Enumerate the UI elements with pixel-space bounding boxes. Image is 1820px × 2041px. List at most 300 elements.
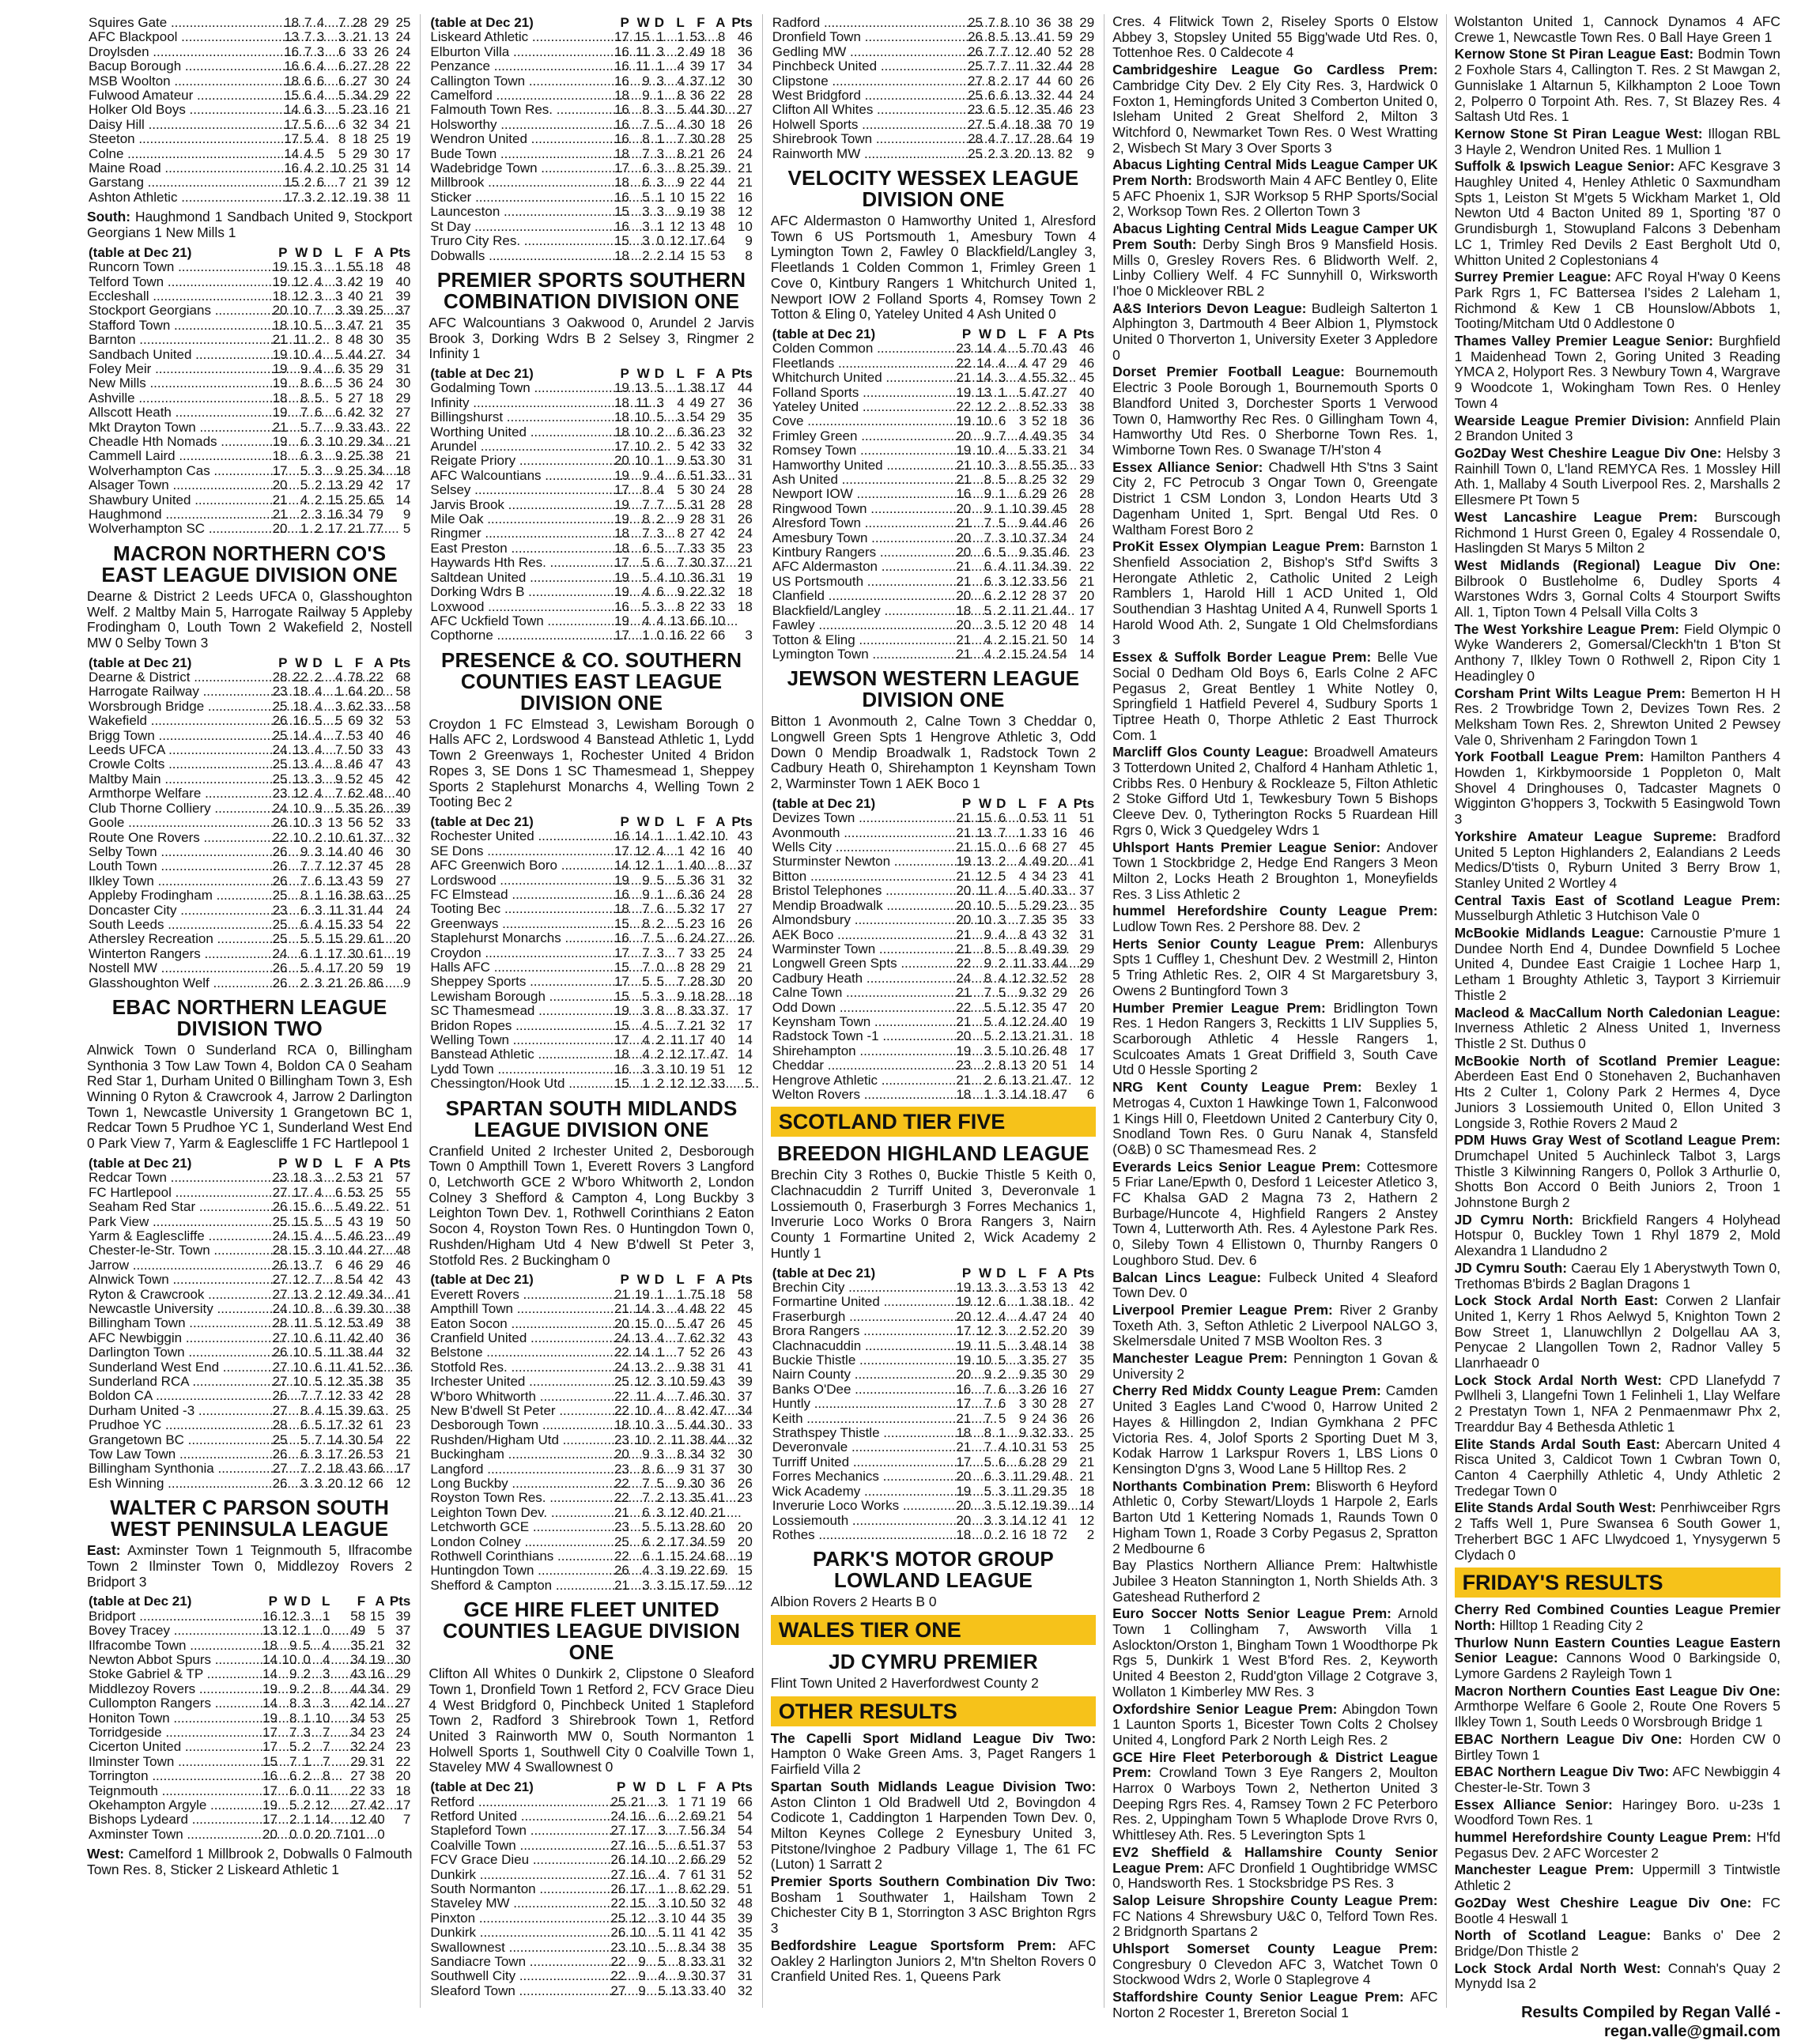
stat-value: 20 [272,477,288,493]
stat-value: 5 [334,1213,343,1229]
table-row [771,103,1096,117]
stat-cell [1048,1397,1069,1411]
stat-cell [727,483,753,497]
stat-value: 6 [658,1808,666,1824]
team-label: Ash United ..... [772,473,951,487]
stat-value: 21 [614,1286,629,1302]
results-text: Bridlington Town Res. 1 Hedon Rangers 3, Reckitts 1 LIV Supplies 5, Scarborough Athletic 4 Hessle Rangers 1, Sculcoates Amats 1 Great Driffield 3, South Cave Utd 0 Hessle Sporting 2 [1112,999,1438,1078]
stat-value: 4 [315,698,323,714]
league-label: Manchester League Prem: [1454,1862,1634,1878]
team-label: Welling Town ..... [430,1033,609,1047]
stat-value: 2 [998,956,1006,971]
stat-value: 26 [968,29,983,45]
table-row [429,614,753,628]
stat-cell [364,845,385,859]
stat-value: 2 [303,1681,311,1696]
stat-cell [1069,1528,1096,1542]
team-name [429,161,610,175]
stat-value: 35 [1032,912,1047,928]
stat-value: 8 [1018,457,1027,473]
results-text: Caerau Ely 1 Aberystwyth Town 0, Trethomas B'birds 2 Baglan Dragons 1 [1454,1259,1780,1292]
stat-value: 2 [998,646,1006,662]
stat-cell [707,440,727,454]
stat-value: 42 [689,1402,705,1418]
stat-value: 31 [1079,926,1095,942]
stat-value: 59 [710,1534,726,1549]
team-name [87,275,269,289]
stat-value: 26 [610,1881,626,1896]
stat-value: 29 [374,88,390,104]
stat-value: 21 [737,160,753,176]
stat-value: 28 [689,974,705,990]
team-label: Appleby Frodingham ..... [89,888,267,903]
stat-value: 2 [315,492,323,507]
stat-value: 5 [1018,443,1027,458]
table-row [429,541,753,556]
stat-value: 24 [1032,1410,1047,1426]
stat-value: 5 [998,985,1006,1001]
stat-value: 27 [272,1330,288,1345]
stat-value: 20 [1052,1323,1067,1339]
table-row [87,802,412,816]
team-name [429,1795,607,1809]
stat-cell [1069,942,1096,956]
stat-cell [344,1215,364,1229]
league-label: Premier Sports Southern Combination Div Two: [770,1873,1097,1890]
league-label: Oxfordshire Senior League Prem: [1112,1700,1338,1717]
stat-cell [385,1345,412,1360]
results-text: Penrhiwceiber Rgrs 2 Taffs Well 1, Pure Swansea 6 South Gower 1, Treherbert BGC 1 AFC Llwydcoed 1, Ynysygerwn 5 Clydach 0 [1454,1500,1780,1563]
stat-value: 30 [689,116,705,132]
stat-value: 30 [1032,1396,1047,1412]
stat-value: 20 [737,974,753,990]
stat-value: 44 [1052,602,1067,618]
stat-value: 3 [998,530,1006,545]
table-row [429,1033,753,1047]
stat-value: 43 [395,1272,411,1288]
stat-value: 26 [1052,486,1067,502]
stat-cell [385,362,412,376]
stat-value: 34 [1079,443,1095,458]
stat-value: 28 [737,482,753,498]
team-name [429,1955,607,1969]
stat-value: 3 [304,189,312,205]
stat-value: 3 [338,29,346,45]
stat-cell [1074,74,1096,89]
stat-cell [707,205,727,219]
stat-value: 18 [1014,116,1030,132]
header-cell: (table at Dec 21) [430,1779,534,1795]
stat-value: 18 [293,698,308,714]
team-name [87,845,269,859]
stat-value: 58 [350,1608,366,1624]
stat-value: 29 [348,931,364,947]
table-row [87,888,412,903]
team-label: Alsager Town ..... [89,478,267,492]
team-name [87,1433,269,1447]
table-row [429,1824,753,1838]
stat-cell [727,118,753,132]
table-header [771,1266,1096,1281]
team-name [429,1317,610,1331]
stat-cell [727,1955,754,1969]
table-row [771,589,1096,603]
table-row [771,1440,1096,1454]
table-row [87,103,412,117]
stat-value: 21 [272,507,288,522]
results-text: Aberdeen East End 0 Stonehaven 2, Buchanhaven Hts 2 Culter 1, Colony Park 2 Hermes 4, Dyce Juniors 3 Lossiemouth United 0, Ellon United 3 Longside 3, Rothie Rovers 2 Maud 2 [1454,1068,1780,1131]
table-row [87,147,412,161]
stat-value: 17 [272,462,288,478]
stat-value: 25 [395,1402,411,1418]
stat-cell [727,454,753,468]
team-label: Cadbury Heath ..... [772,971,951,986]
stat-value: 2 [656,1432,664,1447]
team-name [87,1711,259,1726]
table-row [429,175,753,190]
stat-value: 6 [998,1396,1006,1412]
stat-value: 40 [689,1504,705,1520]
team-name [87,1243,269,1258]
team-name [87,16,279,30]
stat-value: 30 [689,131,705,147]
stat-value: 10 [630,1939,646,1955]
stat-value: 35 [737,1925,753,1941]
stat-value: 8 [677,88,685,104]
results-text: Banks o' Dee 2 Bridge/Don Thistle 2 [1454,1927,1780,1959]
table-row [429,1375,753,1389]
stat-value: 28 [1079,58,1095,74]
stat-value: 22 [614,1345,629,1360]
stat-value: 10 [670,1910,686,1926]
stat-value: 41 [710,1490,726,1506]
stat-value: 21 [956,839,972,855]
stat-value: 29 [1079,15,1095,30]
stat-value: 45 [737,1301,753,1317]
table-header [429,815,753,829]
stat-value: 33 [689,1003,705,1019]
stat-value: 3 [315,1475,323,1491]
stat-cell [387,1813,413,1827]
table-row [429,1433,753,1447]
stat-cell [344,362,364,376]
stat-value: 44 [689,102,705,118]
stat-value: 51 [689,467,705,483]
team-label: Shefford & Campton ..... [430,1579,609,1593]
header-cell: Pts [1073,326,1095,341]
stat-value: 21 [956,559,972,575]
team-name [429,541,610,556]
stat-cell [727,175,753,190]
team-label: Newton Abbot Spurs ..... [89,1653,258,1667]
stat-value: 4 [315,1402,323,1418]
team-label: Droylsden ..... [89,45,278,59]
stat-value: 5 [677,102,685,118]
team-label: Banstead Athletic ..... [430,1047,609,1062]
table-row [771,132,1096,146]
stat-cell [367,1682,387,1696]
stat-cell [1048,1001,1069,1015]
table-row [87,1624,412,1638]
team-label: Lordswood ..... [430,873,609,888]
stat-value: 33 [1032,573,1047,589]
stat-cell [385,1186,412,1200]
team-label: Royston Town Res. ..... [430,1491,609,1505]
stat-value: 27 [272,1461,288,1477]
team-label: Billingshurst ..... [430,410,609,424]
stat-value: 35 [710,540,726,556]
stat-cell [727,1390,753,1404]
stat-value: 12 [976,1323,992,1339]
stat-value: 18 [614,247,629,263]
stat-value: 19 [956,1352,972,1368]
stat-value: 3 [315,259,323,275]
team-label: Fleetlands ..... [772,357,951,371]
results-text: Derby Singh Bros 9 Mansfield Hosis. Mills 0, Gresley Rovers Res. 6 Blidworth Welf. 2, Linby Colliery Welf. 4 FC Sunnyhill 0, Wirksworth I'hoe 0 Mickleover RBL 2 [1112,236,1438,299]
stat-value: 26 [610,1925,626,1941]
stat-value: 20 [348,960,364,976]
stat-value: 17 [262,1725,278,1740]
stat-value: 23 [272,902,288,918]
stat-value: 66 [689,613,705,628]
stat-value: 3 [658,1896,666,1911]
team-name [771,884,953,898]
stat-cell [707,118,727,132]
stat-value: 18 [293,1170,308,1186]
stat-value: 19 [272,274,288,289]
stat-value: 23 [395,1739,411,1755]
stat-value: 25 [395,1710,411,1726]
table-row [87,376,412,390]
table-row [87,507,412,522]
stat-value: 6 [315,375,323,391]
stat-value: 5 [658,1925,666,1941]
stat-cell [1048,1353,1069,1368]
team-name [87,1273,269,1287]
stat-value: 21 [956,1072,972,1088]
stat-value: 16 [614,43,629,59]
stat-value: 40 [1079,1308,1095,1324]
table-row [87,1200,412,1214]
stat-cell [364,275,385,289]
stat-value: 6 [642,540,650,556]
stat-value: 41 [737,1359,753,1375]
stat-cell [259,1740,279,1754]
stat-value: 10 [634,453,650,469]
stat-value: 11 [1012,1469,1027,1485]
table-row [771,1528,1096,1542]
team-name [87,1828,259,1842]
stat-value: 61 [348,829,364,845]
stat-value: 21 [710,1504,726,1520]
team-label: Colne ..... [89,147,278,161]
table-row [429,1477,753,1491]
stat-value: 19 [956,1280,972,1295]
stat-value: 27 [968,116,983,132]
team-name [429,1868,607,1882]
stat-cell [1048,1281,1069,1295]
stat-value: 19 [395,945,411,961]
stat-value: 4 [656,1330,664,1345]
league-label: Cherry Red Combined Counties League Premier North: [1454,1601,1780,1633]
stat-cell [259,1798,279,1813]
stat-value: 8 [315,1300,323,1316]
team-name [429,1926,607,1940]
team-name [429,1433,610,1447]
team-label: Billingham Synthonia ..... [89,1462,267,1476]
table-row [87,1726,412,1740]
stat-value: 33 [1052,399,1067,415]
stat-value: 14 [284,145,300,161]
stat-value: 1 [656,29,664,45]
stat-cell [707,191,727,205]
results-paragraph [1455,1373,1780,1435]
table-row [87,700,412,714]
table-row [771,400,1096,414]
header-cell: F [354,1155,364,1171]
team-label: Ilminster Town ..... [89,1755,258,1769]
stat-value: 52 [1057,43,1073,59]
stat-cell [364,1215,385,1229]
results-text: AFC Norton 2 Rocester 1, Brereton Social 1 [1112,1989,1438,2020]
team-name [429,220,610,234]
team-name [87,1171,269,1185]
results-paragraph [1112,1558,1437,1605]
stat-value: 5 [1018,384,1027,400]
table-row [87,904,412,918]
team-label: Romsey Town ..... [772,443,951,458]
stat-value: 21 [352,175,368,191]
league-label: Northants Combination Prem: [1112,1477,1311,1494]
stat-cell [385,1447,412,1462]
stat-value: 1 [642,1076,650,1092]
stat-value: 33 [368,742,383,758]
stat-value: 24 [1032,646,1047,662]
league-table [87,1594,412,1842]
results-paragraph [1112,904,1437,934]
team-label: Stotfold Res. ..... [430,1360,609,1375]
stat-cell [1048,1058,1069,1073]
stat-value: 17 [630,1823,646,1839]
league-label: Lock Stock Ardal North East: [1454,1292,1659,1309]
team-label: Saltdean United ..... [430,571,609,585]
team-name [429,1077,610,1091]
stat-value: 9 [1018,985,1027,1001]
stat-value: 42 [350,1696,366,1711]
table-header [429,367,753,381]
stat-value: 25 [374,131,390,147]
stat-value: 20 [956,500,972,516]
stat-value: 2 [300,507,308,522]
stat-value: 22 [610,1968,626,1984]
stat-value: 0 [656,233,664,249]
stat-value: 3 [315,843,323,859]
stat-value: 21 [956,573,972,589]
team-name [771,516,953,530]
table-row [87,1798,412,1813]
stat-value: 14 [737,1047,753,1062]
stat-value: 20 [1032,1058,1047,1073]
table-row [429,1418,753,1432]
stat-value: 29 [1032,1469,1047,1485]
table-row [771,604,1096,618]
team-name [429,1390,610,1404]
stat-value: 15 [327,492,343,507]
stat-value: 38 [368,448,383,464]
stat-cell [727,1853,754,1867]
team-name [771,89,963,103]
stat-value: 23 [1052,897,1067,913]
stat-cell [727,1019,753,1033]
team-label: Gedling MW ..... [772,45,961,59]
stat-cell [687,1853,707,1867]
stat-cell [648,1853,667,1867]
stat-value: 5 [300,960,308,976]
stat-value: 42 [710,526,726,541]
table-row [429,205,753,219]
stat-cell [1048,811,1069,825]
stat-value: 35 [1079,1352,1095,1368]
stat-value: 1 [303,1710,311,1726]
team-label: Staveley MW ..... [430,1896,606,1911]
results-paragraph [1112,1383,1437,1477]
stat-value: 33 [1032,443,1047,458]
stat-value: 25 [272,698,288,714]
stat-cell [727,1447,753,1462]
stat-value: 3 [642,218,650,234]
stat-value: 17 [395,1798,411,1813]
stat-value: 4 [334,670,343,685]
stat-cell [1048,1368,1069,1382]
stat-value: 17 [327,945,343,961]
stat-value: 40 [369,1812,385,1828]
stat-value: 12 [1014,43,1030,59]
stat-value: 27 [1079,1381,1095,1397]
stat-cell [1048,633,1069,647]
stat-value: 24 [272,945,288,961]
stat-cell [344,333,364,347]
stat-value: 16 [374,102,390,118]
stat-value: 16 [669,628,685,643]
stat-cell [347,45,368,59]
team-label: Park View ..... [89,1215,267,1229]
team-label: Dronfield Town ..... [772,30,961,44]
table-row [429,917,753,931]
stat-value: 28 [1079,43,1095,59]
stat-cell [708,1911,727,1926]
stat-value: 27 [272,1272,288,1288]
team-label: Formartine United ..... [772,1295,951,1309]
header-cell: L [334,1155,343,1171]
stat-value: 33 [737,1417,753,1433]
stat-value: 33 [348,419,364,435]
team-label: AFC Greenwich Boro ..... [430,858,609,873]
header-cell: (table at Dec 21) [430,813,534,829]
stat-value: 26 [737,1475,753,1491]
team-name [87,362,269,376]
league-title: VELOCITY WESSEX LEAGUE DIVISION ONE [787,166,1079,212]
stat-cell [707,526,727,541]
stat-value: 7 [304,15,312,30]
results-paragraph [1455,829,1780,892]
stat-value: 52 [1032,413,1047,429]
stat-value: 35 [348,1373,364,1389]
stat-value: 22 [395,88,411,104]
league-table [429,815,753,1092]
league-label: Dorset Premier Football League: [1112,364,1345,380]
stat-value: 9 [984,486,992,502]
stat-value: 40 [1036,43,1052,59]
